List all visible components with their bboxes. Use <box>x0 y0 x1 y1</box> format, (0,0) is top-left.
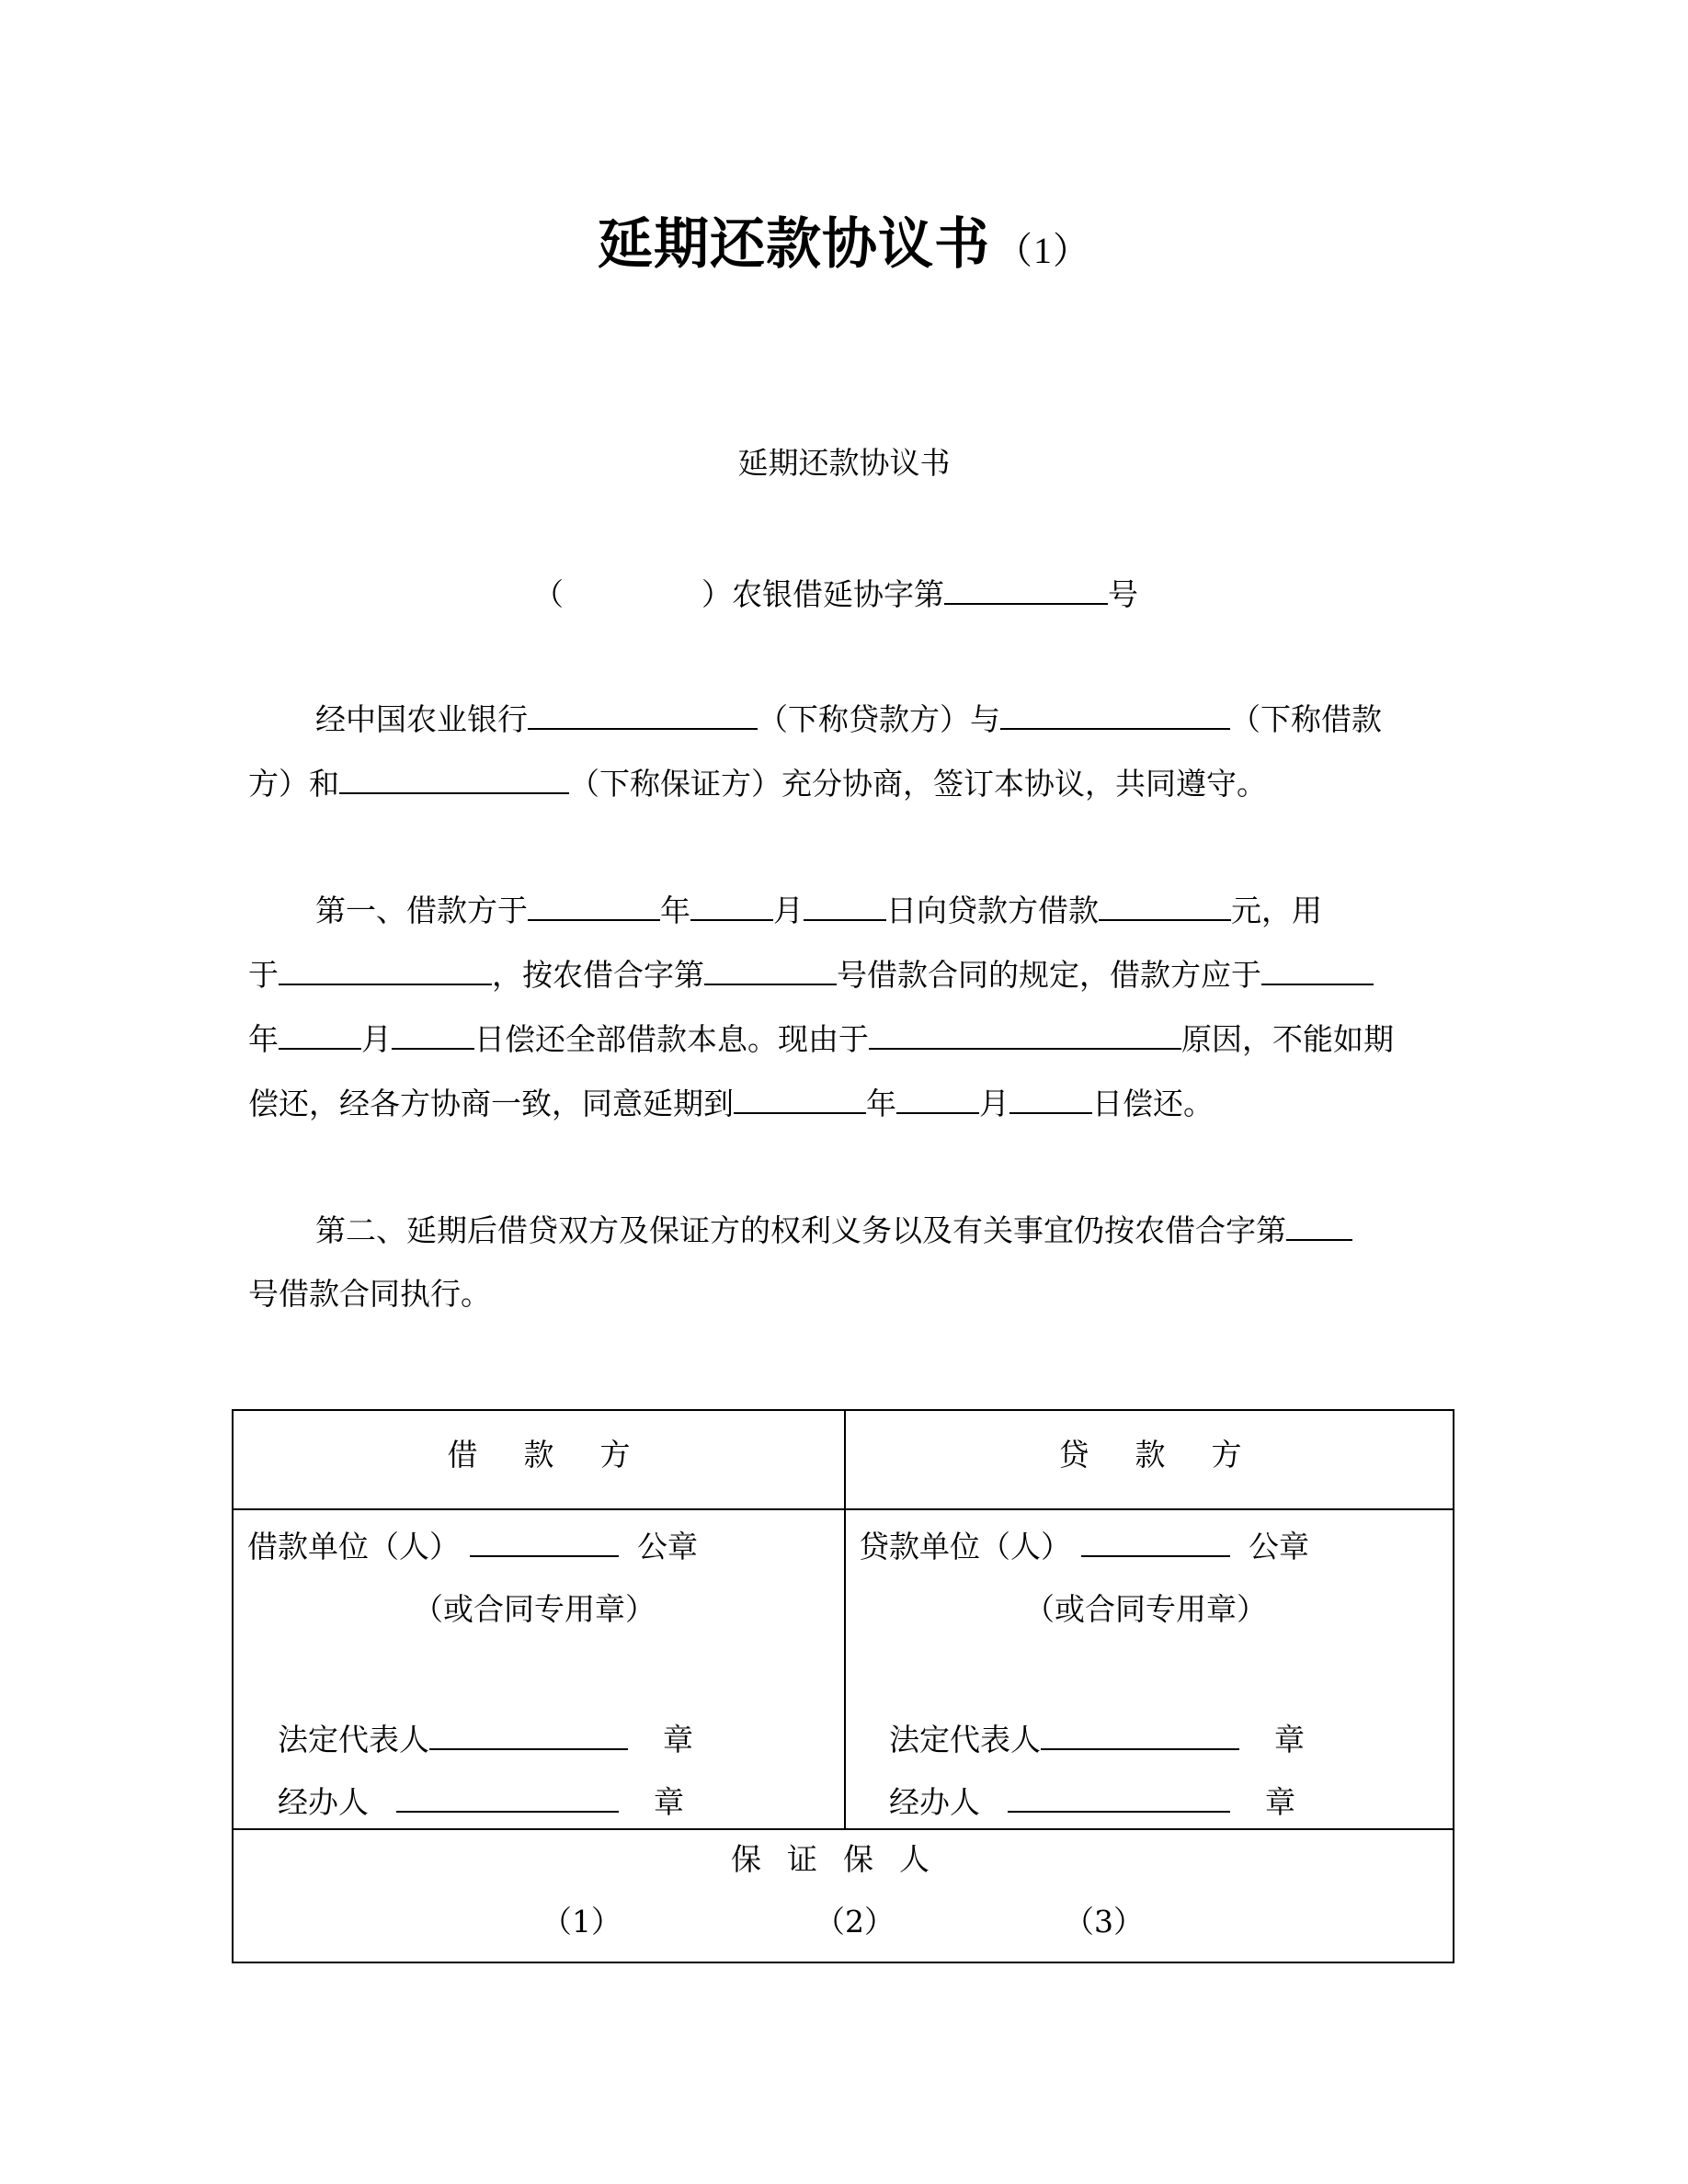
stamp-label: 章 <box>1274 1722 1305 1757</box>
loan-month-blank[interactable] <box>690 892 773 921</box>
borrower-handler-label: 经办人 <box>278 1784 369 1820</box>
clause1-line-2 <box>248 956 1374 994</box>
loan-purpose-blank[interactable] <box>279 956 492 985</box>
lender-legal-rep-row <box>889 1716 1305 1759</box>
extend-year-blank[interactable] <box>734 1085 866 1114</box>
sub-title: 延期还款协议书 <box>737 445 951 481</box>
clause-text: 日向贷款方借款 <box>886 893 1099 928</box>
clause-text: 日偿还全部借款本息。现由于 <box>474 1021 869 1057</box>
borrower-legal-rep-row <box>278 1716 693 1759</box>
clause-text: 年 <box>248 1021 279 1057</box>
title-suffix: （1） <box>996 230 1090 271</box>
borrower-unit-row <box>247 1523 698 1566</box>
clause-text: 第一、借款方于 <box>315 893 528 928</box>
lender-handler-label: 经办人 <box>889 1784 980 1820</box>
clause-text: 年 <box>866 1086 896 1121</box>
guarantor-header: 保证保人 <box>731 1841 955 1877</box>
reference-number-line <box>533 575 1138 613</box>
clause2-line-2: 号借款合同执行。 <box>248 1276 491 1312</box>
intro-line-2 <box>248 765 1267 802</box>
guarantor-item-2: （2） <box>815 1904 895 1939</box>
lender-unit-row <box>859 1523 1309 1566</box>
lender-handler-blank[interactable] <box>1008 1783 1230 1813</box>
contract-number-blank[interactable] <box>704 956 837 985</box>
borrower-contract-seal: （或合同专用章） <box>413 1591 656 1627</box>
borrower-handler-row <box>278 1779 684 1822</box>
intro-text: （下称贷款方）与 <box>758 701 1000 737</box>
borrower-handler-blank[interactable] <box>396 1783 619 1813</box>
lender-unit-label: 贷款单位（人） <box>859 1529 1071 1564</box>
due-day-blank[interactable] <box>392 1020 474 1050</box>
clause1-line-3 <box>248 1020 1394 1058</box>
ref-label: ）农银借延协字第 <box>701 576 944 612</box>
document-title <box>0 200 1688 279</box>
lender-seal-label: 公章 <box>1249 1529 1309 1564</box>
lender-unit-blank[interactable] <box>1081 1528 1230 1557</box>
clause-text: 月 <box>361 1021 392 1057</box>
borrower-name-blank[interactable] <box>1000 700 1230 730</box>
clause-text: 日偿还。 <box>1092 1086 1214 1121</box>
guarantor-name-blank[interactable] <box>339 765 569 794</box>
borrower-seal-label: 公章 <box>637 1529 698 1564</box>
clause-text: 年 <box>660 893 690 928</box>
stamp-label: 章 <box>654 1784 684 1820</box>
guarantor-item-3: （3） <box>1064 1904 1144 1939</box>
borrower-unit-label: 借款单位（人） <box>247 1529 460 1564</box>
clause-text: 原因，不能如期 <box>1181 1021 1394 1057</box>
due-year-blank[interactable] <box>1261 956 1374 985</box>
title-text: 延期还款协议书 <box>598 212 990 277</box>
signature-table <box>232 1409 1454 1963</box>
intro-text: 经中国农业银行 <box>315 701 528 737</box>
clause-text: 号借款合同的规定，借款方应于 <box>837 957 1261 993</box>
reason-blank[interactable] <box>869 1020 1181 1050</box>
bank-name-blank[interactable] <box>528 700 758 730</box>
intro-text: 方）和 <box>248 766 339 802</box>
clause-text: ，按农借合字第 <box>492 957 704 993</box>
clause2-line-1 <box>315 1211 1352 1249</box>
table-divider <box>234 1828 1453 1830</box>
clause1-line-1 <box>315 892 1322 929</box>
lender-header: 贷款方 <box>1058 1437 1288 1473</box>
clause-text: 于 <box>248 957 279 993</box>
clause-text: 元，用 <box>1231 893 1322 928</box>
extend-day-blank[interactable] <box>1009 1085 1092 1114</box>
stamp-label: 章 <box>663 1722 693 1757</box>
guarantor-item-1: （1） <box>542 1904 622 1939</box>
loan-amount-blank[interactable] <box>1099 892 1231 921</box>
clause-text: 第二、延期后借贷双方及保证方的权利义务以及有关事宜仍按农借合字第 <box>315 1212 1286 1248</box>
lender-handler-row <box>889 1779 1295 1822</box>
loan-day-blank[interactable] <box>804 892 886 921</box>
lender-legal-rep-label: 法定代表人 <box>889 1722 1041 1757</box>
borrower-header: 借款方 <box>447 1437 677 1473</box>
clause-text: 偿还，经各方协商一致，同意延期到 <box>248 1086 734 1121</box>
ref-suffix: 号 <box>1108 576 1138 612</box>
borrower-unit-blank[interactable] <box>470 1528 619 1557</box>
clause1-line-4 <box>248 1085 1214 1122</box>
borrower-legal-rep-blank[interactable] <box>429 1721 628 1750</box>
table-divider <box>234 1508 1453 1510</box>
clause-text: 月 <box>773 893 804 928</box>
intro-text: （下称保证方）充分协商，签订本协议，共同遵守。 <box>569 766 1267 802</box>
ref-number-blank[interactable] <box>944 575 1108 605</box>
lender-legal-rep-blank[interactable] <box>1041 1721 1239 1750</box>
clause-text: 月 <box>979 1086 1009 1121</box>
intro-line-1 <box>315 700 1382 738</box>
lender-contract-seal: （或合同专用章） <box>1024 1591 1267 1627</box>
clause2-contract-blank[interactable] <box>1286 1211 1352 1241</box>
ref-open-paren: （ <box>533 576 564 612</box>
loan-year-blank[interactable] <box>528 892 660 921</box>
intro-text: （下称借款 <box>1230 701 1382 737</box>
extend-month-blank[interactable] <box>896 1085 979 1114</box>
borrower-legal-rep-label: 法定代表人 <box>278 1722 429 1757</box>
due-month-blank[interactable] <box>279 1020 361 1050</box>
stamp-label: 章 <box>1265 1784 1295 1820</box>
